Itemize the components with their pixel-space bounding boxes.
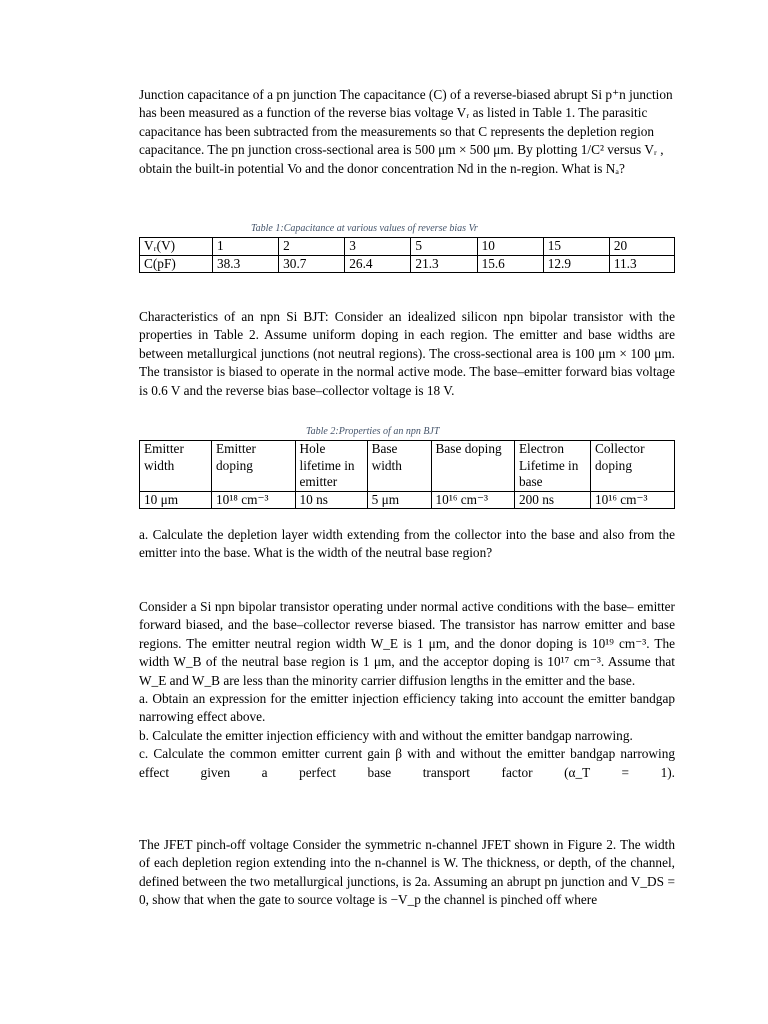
- section-npn-bjt-question: [139, 526, 675, 563]
- table2-value-cell: 5 μm: [367, 491, 431, 509]
- table1-row: [140, 238, 675, 256]
- section-jfet-pinchoff: [139, 836, 675, 910]
- table1-cell: 26.4: [345, 255, 411, 273]
- table2-header-cell: Collector doping: [591, 441, 675, 492]
- table2-value-cell: 10¹⁸ cm⁻³: [212, 491, 296, 509]
- question-c: c. Calculate the common emitter current gain β with and without the emitter bandgap narrowing effect given a perfect base transport factor (α_T = 1).: [139, 746, 675, 780]
- table2-value-cell: 200 ns: [514, 491, 590, 509]
- table2-header-row: [140, 441, 675, 492]
- table1-cell: 20: [609, 238, 674, 256]
- table2-header-cell: Base doping: [431, 441, 514, 492]
- table1-cell: 12.9: [543, 255, 609, 273]
- question-b: b. Calculate the emitter injection efficiency with and without the emitter bandgap narrowing.: [139, 727, 633, 743]
- junction-capacitance-paragraph: Junction capacitance of a pn junction The capacitance (C) of a reverse-biased abrupt Si p⁺n junction has been measured as a function of the reverse bias voltage Vᵣ as listed in Table 1. The parasitic capacitance has been subtracted from the measurements so that C represents the depletion region capacitance. The pn junction cross-sectional area is 500 μm × 500 μm. By plotting 1/C² versus Vᵣ , obtain the built-in potential Vo and the donor concentration Nd in the n-region. What is Nₐ?: [139, 87, 673, 176]
- table1-cell: 5: [411, 238, 477, 256]
- table2-header-cell: Emitter width: [140, 441, 212, 492]
- depletion-width-question: a. Calculate the depletion layer width extending from the collector into the base and also from the emitter into the base. What is the width of the neutral base region?: [139, 527, 675, 561]
- section-npn-bjt: [139, 308, 675, 400]
- bandgap-intro-paragraph: Consider a Si npn bipolar transistor operating under normal active conditions with the base– emitter forward biased, and the base–collector reverse biased. The transistor has narrow emitter and base regions. The emitter neutral region width W_E is 1 μm, and the donor doping is 10¹⁹ cm⁻³. The width W_B of the neutral base region is 1 μm, and the acceptor doping is 10¹⁷ cm⁻³. Assume that W_E and W_B are less than the minority carrier diffusion lengths in the emitter and the base.: [139, 599, 675, 688]
- table1-cell: 3: [345, 238, 411, 256]
- table2-header-cell: Electron Lifetime in base: [514, 441, 590, 492]
- question-a: a. Obtain an expression for the emitter injection efficiency taking into account the emitter bandgap narrowing effect above.: [139, 691, 675, 725]
- table1-cell: 21.3: [411, 255, 477, 273]
- table2-header-cell: Base width: [367, 441, 431, 492]
- table2-value-cell: 10¹⁶ cm⁻³: [431, 491, 514, 509]
- section-junction-capacitance: [139, 86, 675, 178]
- table1-cell: 11.3: [609, 255, 674, 273]
- table1-cell: Vᵣ(V): [140, 238, 213, 256]
- section-bandgap-narrowing: [139, 598, 675, 782]
- jfet-paragraph: The JFET pinch-off voltage Consider the symmetric n-channel JFET shown in Figure 2. The width of each depletion region extending into the n-channel is W. The thickness, or depth, of the channel, defined between the two metallurgical junctions, is 2a. Assuming an abrupt pn junction and V_DS = 0, show that when the gate to source voltage is −V_p the channel is pinched off where: [139, 837, 675, 908]
- capacitance-table: [139, 237, 675, 273]
- table2-value-cell: 10 μm: [140, 491, 212, 509]
- table2-value-cell: 10¹⁶ cm⁻³: [591, 491, 675, 509]
- bjt-properties-table: [139, 440, 675, 509]
- npn-bjt-paragraph: Characteristics of an npn Si BJT: Consider an idealized silicon npn bipolar transistor with the properties in Table 2. Assume uniform doping in each region. The emitter and base widths are between metallurgical junctions (not neutral regions). The cross-sectional area is 100 μm × 100 μm. The transistor is biased to operate in the normal active mode. The base–emitter forward bias voltage is 0.6 V and the reverse bias base–collector voltage is 18 V.: [139, 309, 675, 398]
- table1-caption: Table 1:Capacitance at various values of reverse bias Vr: [251, 223, 478, 234]
- table1-row: [140, 255, 675, 273]
- table2-caption: Table 2:Properties of an npn BJT: [306, 426, 440, 437]
- table1-cell: 38.3: [213, 255, 279, 273]
- table2-header-cell: Emitter doping: [212, 441, 296, 492]
- table1-cell: 15.6: [477, 255, 543, 273]
- table2-value-cell: 10 ns: [295, 491, 367, 509]
- table1-cell: 10: [477, 238, 543, 256]
- table2-header-cell: Hole lifetime in emitter: [295, 441, 367, 492]
- table1-cell: C(pF): [140, 255, 213, 273]
- table2-value-row: [140, 491, 675, 509]
- table1-cell: 15: [543, 238, 609, 256]
- table1-cell: 1: [213, 238, 279, 256]
- table1-cell: 2: [279, 238, 345, 256]
- table1-cell: 30.7: [279, 255, 345, 273]
